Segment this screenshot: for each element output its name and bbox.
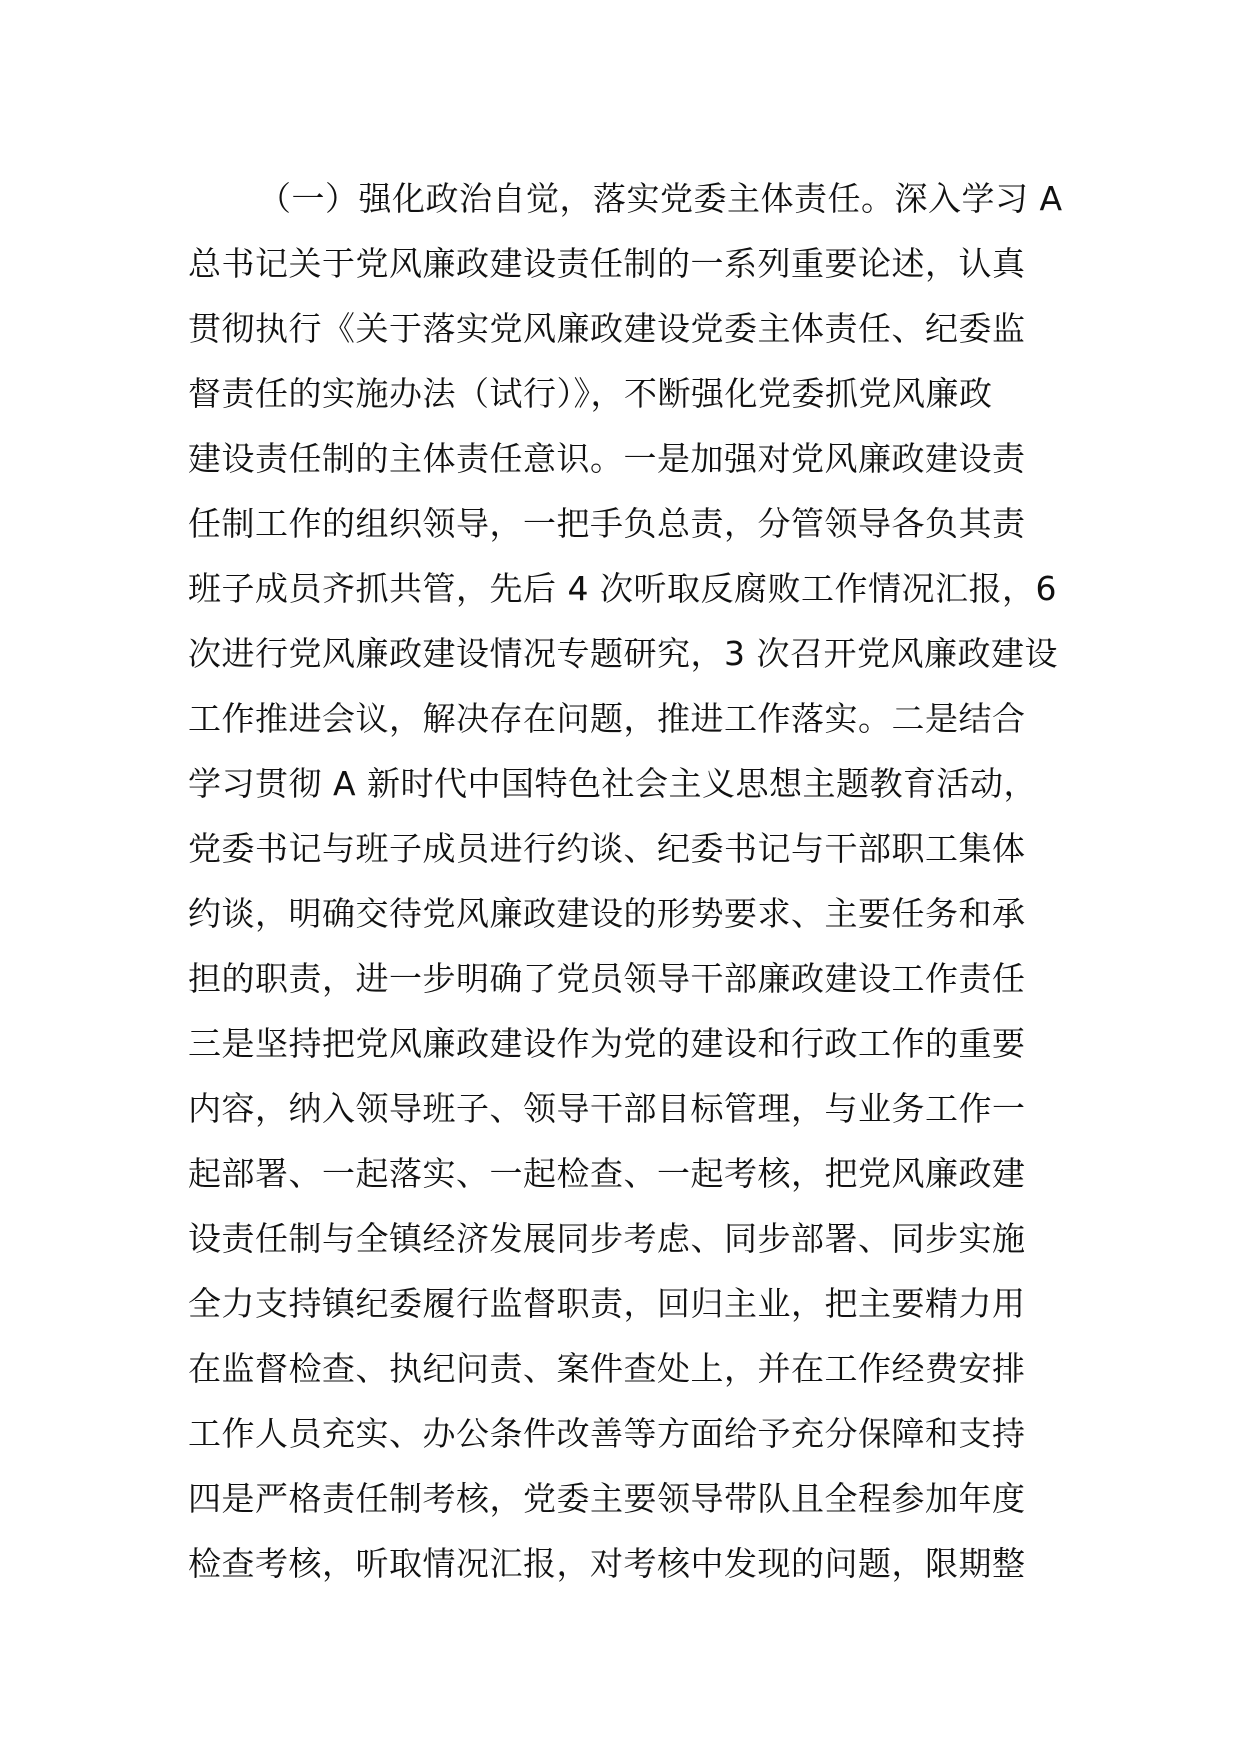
paragraph-line: 建设责任制的主体责任意识。一是加强对党风廉政建设责 <box>188 439 1026 478</box>
paragraph-line: 四是严格责任制考核，党委主要领导带队且全程参加年度 <box>188 1479 1026 1518</box>
paragraph-line: 在监督检查、执纪问责、案件查处上，并在工作经费安排 <box>188 1349 1026 1388</box>
paragraph-line: 督责任的实施办法（试行）》，不断强化党委抓党风廉政 <box>188 374 993 413</box>
paragraph-line: 党委书记与班子成员进行约谈、纪委书记与干部职工集体 <box>188 829 1026 868</box>
paragraph-line: 贯彻执行《关于落实党风廉政建设党委主体责任、纪委监 <box>188 309 1026 348</box>
paragraph-line: 工作人员充实、办公条件改善等方面给予充分保障和支持 <box>188 1414 1026 1453</box>
paragraph-line: 工作推进会议，解决存在问题，推进工作落实。二是结合 <box>188 699 1026 738</box>
paragraph-line: 三是坚持把党风廉政建设作为党的建设和行政工作的重要 <box>188 1024 1026 1063</box>
paragraph-line: 检查考核，听取情况汇报，对考核中发现的问题，限期整 <box>188 1544 1026 1583</box>
paragraph-line: 次进行党风廉政建设情况专题研究，3 次召开党风廉政建设 <box>188 634 1058 673</box>
paragraph-line: 全力支持镇纪委履行监督职责，回归主业，把主要精力用 <box>188 1284 1026 1323</box>
paragraph-line: 担的职责，进一步明确了党员领导干部廉政建设工作责任 <box>188 959 1026 998</box>
paragraph-line: 班子成员齐抓共管，先后 4 次听取反腐败工作情况汇报，6 <box>188 569 1057 608</box>
paragraph-line: 设责任制与全镇经济发展同步考虑、同步部署、同步实施 <box>188 1219 1026 1258</box>
paragraph-line: 起部署、一起落实、一起检查、一起考核，把党风廉政建 <box>188 1154 1026 1193</box>
paragraph-line: 任制工作的组织领导，一把手负总责，分管领导各负其责 <box>188 504 1026 543</box>
paragraph-line: 总书记关于党风廉政建设责任制的一系列重要论述，认真 <box>188 244 1026 283</box>
paragraph-line: 约谈，明确交待党风廉政建设的形势要求、主要任务和承 <box>188 894 1026 933</box>
body-paragraph <box>188 166 1068 1596</box>
paragraph-line: 学习贯彻 A 新时代中国特色社会主义思想主题教育活动， <box>188 764 1038 803</box>
paragraph-line: （一）强化政治自觉，落实党委主体责任。深入学习 A <box>258 179 1063 218</box>
paragraph-line: 内容，纳入领导班子、领导干部目标管理，与业务工作一 <box>188 1089 1026 1128</box>
